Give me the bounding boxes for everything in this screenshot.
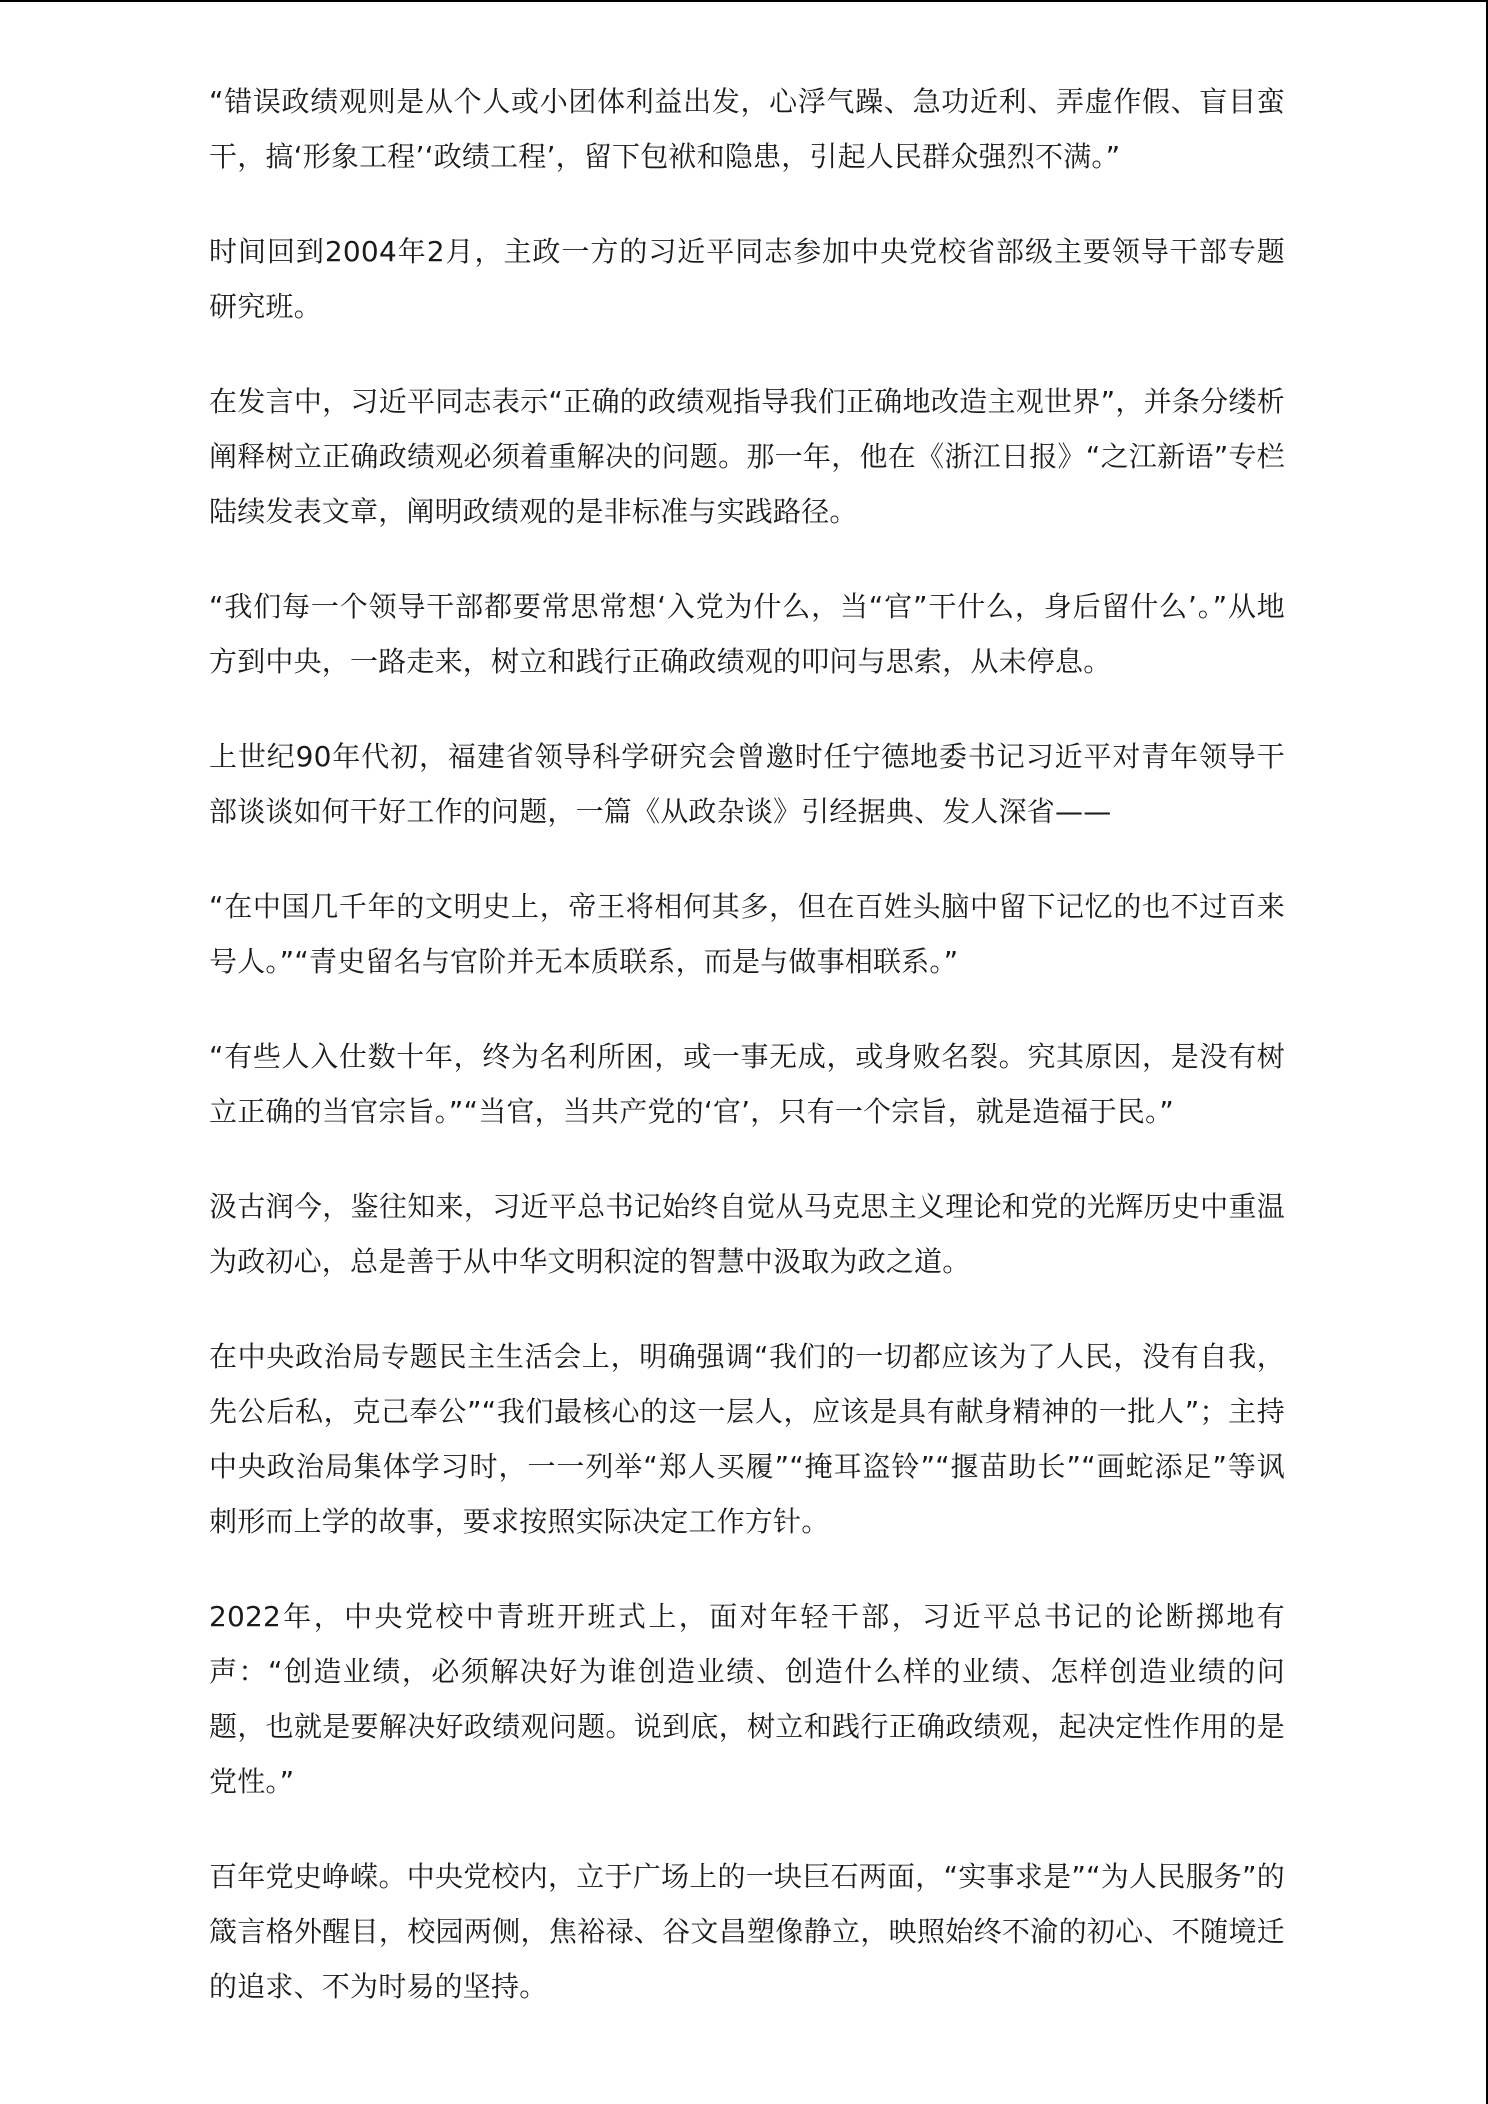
- paragraph-2: 时间回到2004年2月，主政一方的习近平同志参加中央党校省部级主要领导干部专题研究班。: [209, 235, 1285, 323]
- paragraph-5: 上世纪90年代初，福建省领导科学研究会曾邀时任宁德地委书记习近平对青年领导干部谈谈如何干好工作的问题，一篇《从政杂谈》引经据典、发人深省——: [209, 740, 1285, 828]
- page-border-top: [0, 0, 1488, 2]
- paragraph-10: 2022年，中央党校中青班开班式上，面对年轻干部，习近平总书记的论断掷地有声：“创造业绩，必须解决好为谁创造业绩、创造什么样的业绩、怎样创造业绩的问题，也就是要解决好政绩观问题。说到底，树立和践行正确政绩观，起决定性作用的是党性。”: [209, 1600, 1285, 1798]
- paragraph-11: 百年党史峥嵘。中央党校内，立于广场上的一块巨石两面，“实事求是”“为人民服务”的箴言格外醒目，校园两侧，焦裕禄、谷文昌塑像静立，映照始终不渝的初心、不随境迁的追求、不为时易的坚持。: [209, 1860, 1285, 2003]
- paragraph-7: “有些人入仕数十年，终为名利所困，或一事无成，或身败名裂。究其原因，是没有树立正确的当官宗旨。”“当官，当共产党的‘官’，只有一个宗旨，就是造福于民。”: [209, 1040, 1285, 1128]
- paragraph-1: “错误政绩观则是从个人或小团体利益出发，心浮气躁、急功近利、弄虚作假、盲目蛮干，搞‘形象工程’‘政绩工程’，留下包袱和隐患，引起人民群众强烈不满。”: [209, 85, 1285, 173]
- paragraph-4: “我们每一个领导干部都要常思常想‘入党为什么，当“官”干什么，身后留什么’。”从地方到中央，一路走来，树立和践行正确政绩观的叩问与思索，从未停息。: [209, 590, 1285, 678]
- paragraph-3: 在发言中，习近平同志表示“正确的政绩观指导我们正确地改造主观世界”，并条分缕析阐释树立正确政绩观必须着重解决的问题。那一年，他在《浙江日报》“之江新语”专栏陆续发表文章，阐明政绩观的是非标准与实践路径。: [209, 385, 1285, 528]
- paragraph-6: “在中国几千年的文明史上，帝王将相何其多，但在百姓头脑中留下记忆的也不过百来号人。”“青史留名与官阶并无本质联系，而是与做事相联系。”: [209, 890, 1285, 978]
- paragraph-8: 汲古润今，鉴往知来，习近平总书记始终自觉从马克思主义理论和党的光辉历史中重温为政初心，总是善于从中华文明积淀的智慧中汲取为政之道。: [209, 1190, 1285, 1278]
- paragraph-9: 在中央政治局专题民主生活会上，明确强调“我们的一切都应该为了人民，没有自我，先公后私，克己奉公”“我们最核心的这一层人，应该是具有献身精神的一批人”；主持中央政治局集体学习时，一一列举“郑人买履”“掩耳盗铃”“揠苗助长”“画蛇添足”等讽刺形而上学的故事，要求按照实际决定工作方针。: [209, 1340, 1285, 1538]
- article-body: [209, 74, 1285, 2054]
